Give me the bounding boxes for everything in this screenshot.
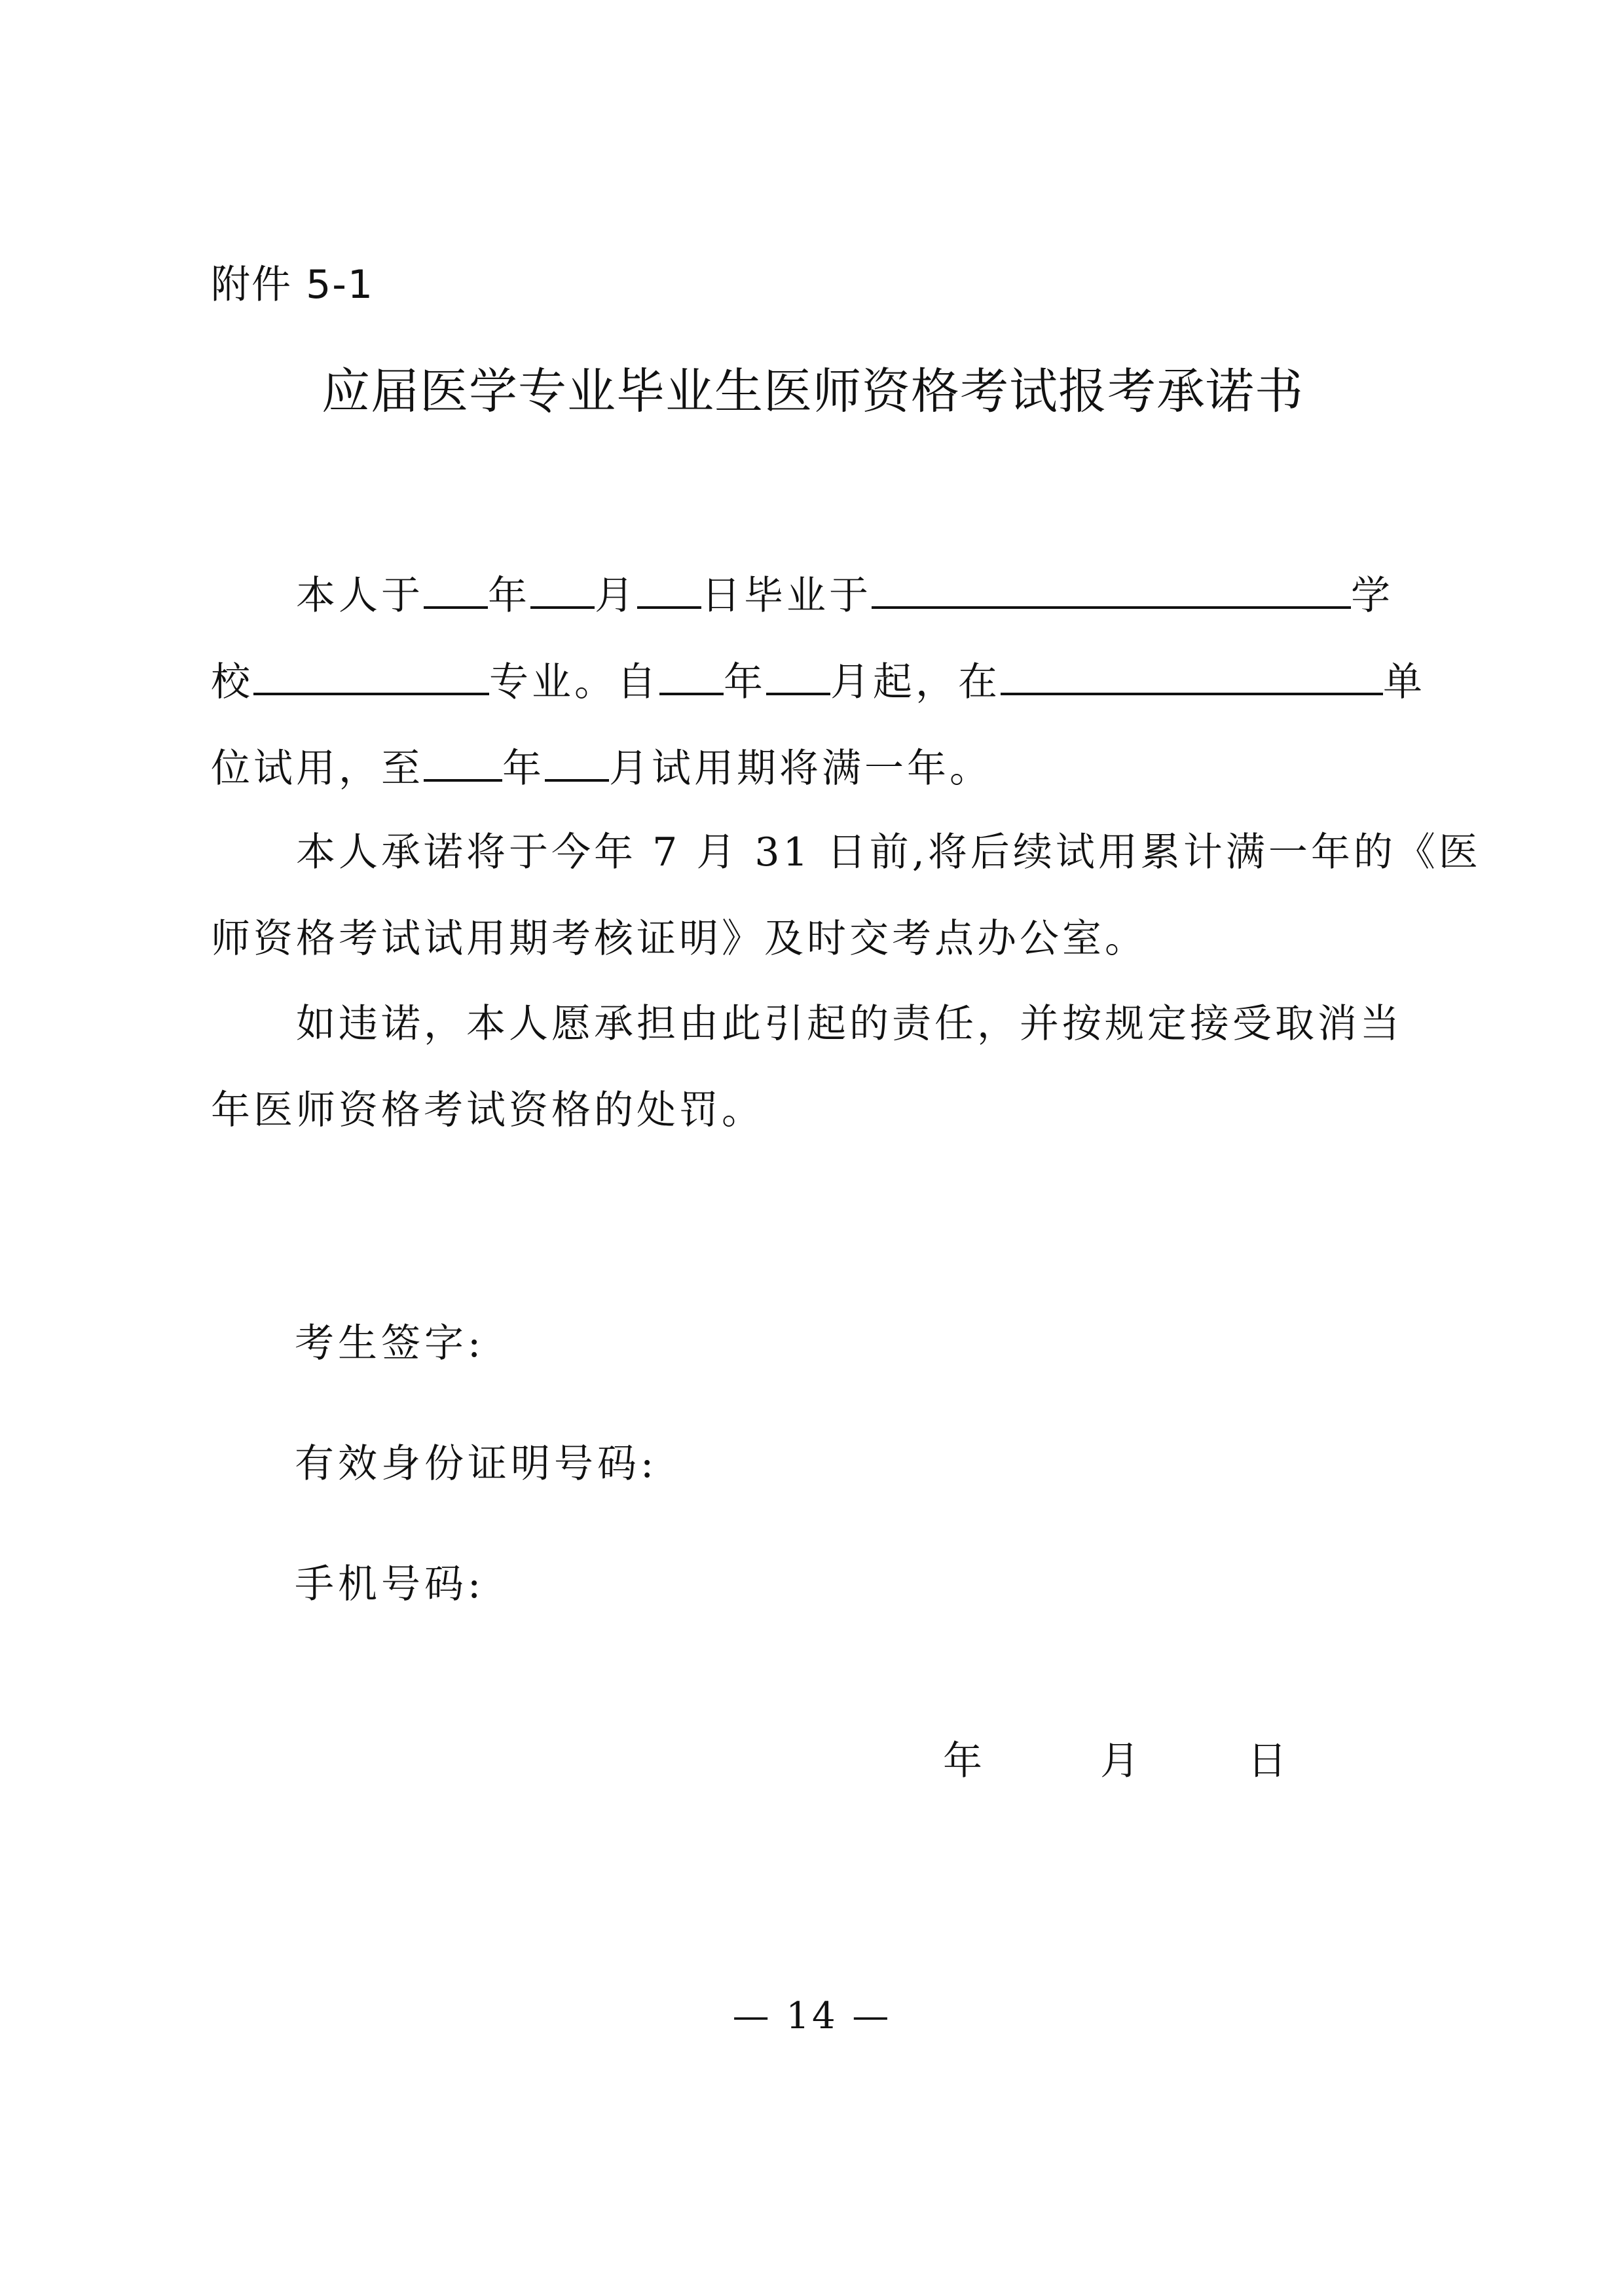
date-month-label: 月 <box>1100 1738 1139 1784</box>
blank-end-month-field[interactable] <box>545 741 609 782</box>
blank-school-field[interactable] <box>872 568 1351 609</box>
blank-employer-field[interactable] <box>1001 655 1383 695</box>
blank-end-year-field[interactable] <box>424 741 502 782</box>
text-segment: 单 <box>1383 659 1426 705</box>
blank-month-field[interactable] <box>530 568 595 609</box>
paragraph-line: 本人承诺将于今年 7 月 31 日前,将后续试用累计满一年的《医 <box>296 829 1481 875</box>
text-segment: 年 <box>724 659 766 705</box>
text-segment: 年 <box>488 573 530 619</box>
paragraph-line <box>211 655 1426 707</box>
paragraph-line <box>211 741 992 793</box>
blank-day-field[interactable] <box>637 568 701 609</box>
blank-year-field[interactable] <box>424 568 488 609</box>
paragraph-line: 年医师资格考试资格的处罚。 <box>211 1087 764 1133</box>
blank-trial-year-field[interactable] <box>659 655 724 695</box>
paragraph-line <box>296 568 1393 621</box>
text-segment: 年 <box>502 746 545 792</box>
phone-number-label: 手机号码: <box>295 1561 485 1607</box>
blank-major-field[interactable] <box>253 655 489 695</box>
page-number: — 14 — <box>732 1995 892 2037</box>
candidate-signature-label: 考生签字: <box>295 1321 485 1366</box>
text-segment: 日毕业于 <box>701 573 872 619</box>
text-segment: 月试用期将满一年。 <box>609 746 992 792</box>
text-segment: 月起，在 <box>830 659 1001 705</box>
text-segment: 校 <box>211 659 253 705</box>
text-segment: 本人于 <box>296 573 424 619</box>
annex-label: 附件 5-1 <box>211 262 375 308</box>
text-segment: 位试用，至 <box>211 746 424 792</box>
text-segment: 月 <box>595 573 637 619</box>
text-segment: 专业。自 <box>489 659 659 705</box>
blank-trial-month-field[interactable] <box>766 655 830 695</box>
id-number-label: 有效身份证明号码: <box>295 1441 658 1487</box>
document-title: 应届医学专业毕业生医师资格考试报考承诺书 <box>322 363 1304 420</box>
text-segment: 学 <box>1351 573 1393 619</box>
paragraph-line: 如违诺，本人愿承担由此引起的责任，并按规定接受取消当 <box>296 1001 1403 1047</box>
paragraph-line: 师资格考试试用期考核证明》及时交考点办公室。 <box>211 916 1147 962</box>
date-year-label: 年 <box>943 1738 982 1784</box>
date-day-label: 日 <box>1247 1738 1287 1784</box>
